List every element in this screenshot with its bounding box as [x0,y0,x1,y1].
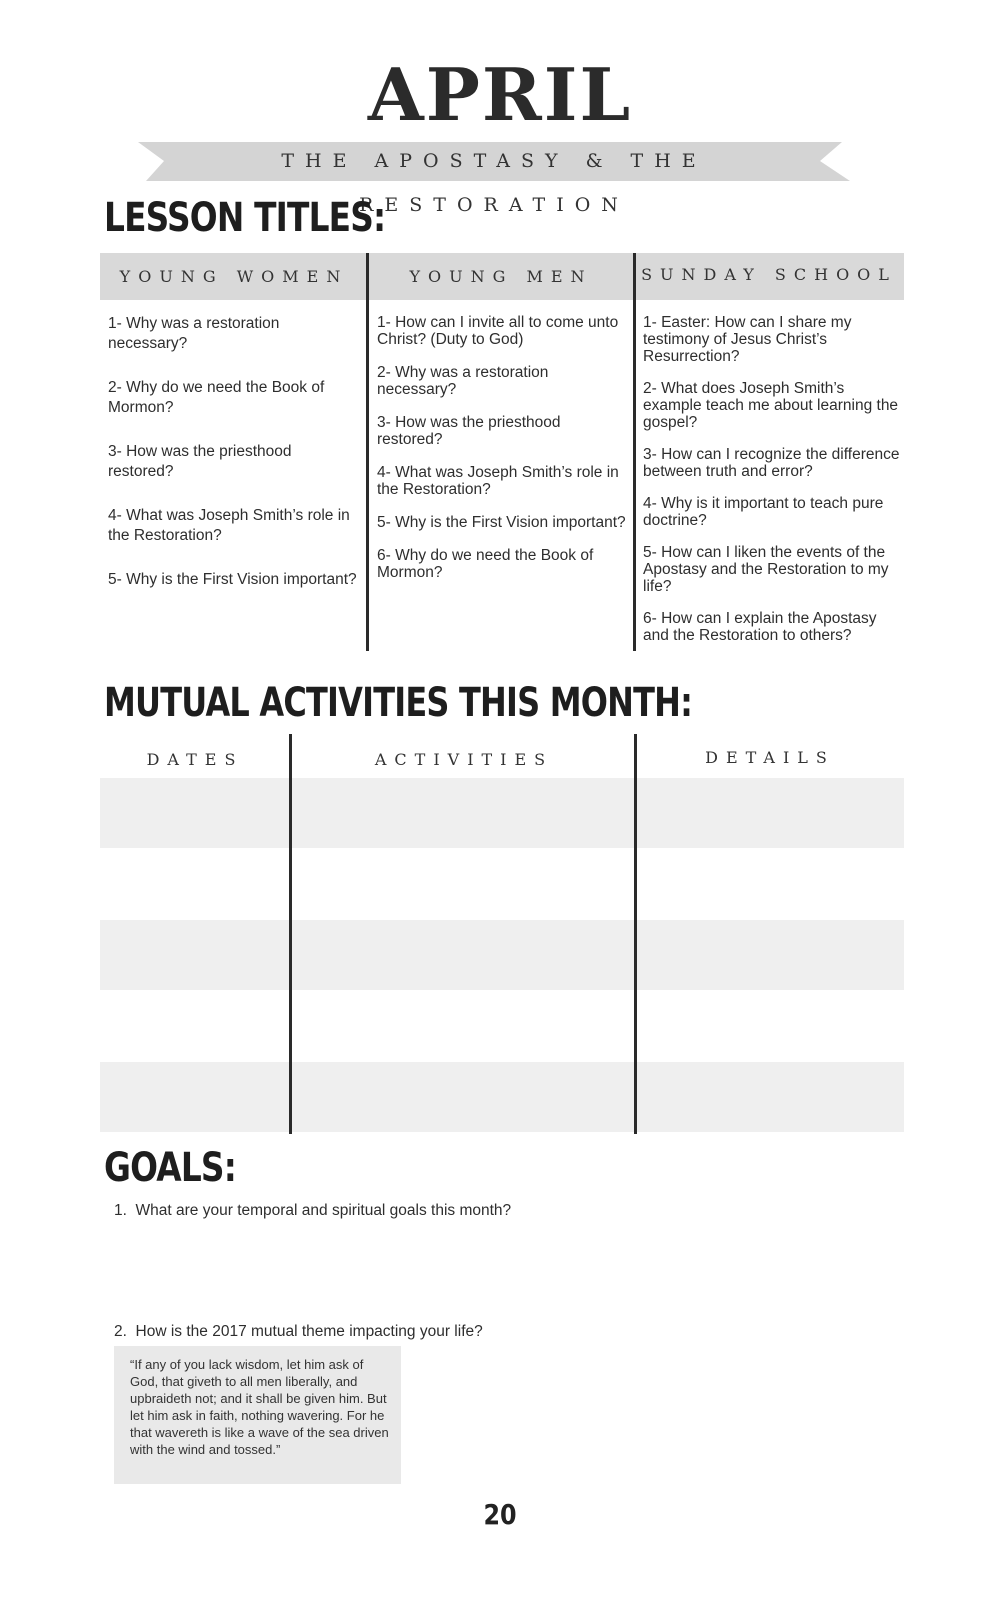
goal-question: 1. What are your temporal and spiritual goals this month? [114,1202,512,1219]
young-women-lessons [108,314,358,614]
lesson-item: 6- Why do we need the Book of Mormon? [377,547,594,581]
lesson-item: 5- Why is the First Vision important? [377,514,626,531]
column-divider [289,734,292,1134]
lesson-item: 2- Why do we need the Book of Mormon? [108,379,325,416]
lesson-titles-heading: LESSON TITLES: [104,195,386,241]
activity-row[interactable] [100,920,904,990]
sunday-school-lessons [643,314,905,659]
activity-row[interactable] [100,990,904,1060]
column-header-details: DETAILS [705,748,835,767]
lesson-item: 4- What was Joseph Smith’s role in the Restoration? [108,507,350,544]
lesson-item: 3- How was the priesthood restored? [377,414,561,448]
column-divider [634,734,637,1134]
month-title: APRIL [367,52,633,137]
lesson-item: 3- How was the priesthood restored? [108,443,292,480]
lesson-item: 5- How can I liken the events of the Apostasy and the Restoration to my life? [643,544,889,595]
column-header-activities: ACTIVITIES [374,750,554,769]
scripture-quote: “If any of you lack wisdom, let him ask of God, that giveth to all men liberally, and upbraideth not; and it shall be given him. But let him ask in faith, nothing wavering. For he that wavereth is like a wave of the sea driven with the wind and tossed.” [130,1357,389,1457]
goal-question: 2. How is the 2017 mutual theme impacting your life? [114,1323,483,1340]
goals-heading: GOALS: [104,1145,237,1191]
lesson-item: 2- What does Joseph Smith’s example teach me about learning the gospel? [643,380,899,431]
column-header-sunday-school: SUNDAY SCHOOL [641,265,897,284]
lesson-item: 4- What was Joseph Smith’s role in the Restoration? [377,464,619,498]
activity-row[interactable] [100,1062,904,1132]
activity-row[interactable] [100,848,904,918]
activity-row[interactable] [100,778,904,848]
lesson-item: 2- Why was a restoration necessary? [377,364,549,398]
column-divider [366,253,369,651]
lesson-item: 1- Why was a restoration necessary? [108,315,280,352]
lesson-item: 3- How can I recognize the difference between truth and error? [643,446,900,480]
column-header-young-men: YOUNG MEN [409,267,593,286]
young-men-lessons [377,314,627,597]
lesson-item: 5- Why is the First Vision important? [108,571,357,588]
lesson-item: 6- How can I explain the Apostasy and the Restoration to others? [643,610,877,644]
lesson-item: 1- Easter: How can I share my testimony of Jesus Christ’s Resurrection? [643,314,852,365]
lesson-item: 4- Why is it important to teach pure doctrine? [643,495,884,529]
mutual-activities-heading: MUTUAL ACTIVITIES THIS MONTH: [104,680,693,726]
column-header-young-women: YOUNG WOMEN [119,267,349,286]
theme-subtitle: THE APOSTASY & THE RESTORATION [281,150,707,216]
column-header-dates: DATES [146,750,244,769]
page-number: 20 [483,1498,517,1531]
column-divider [633,253,636,651]
lesson-item: 1- How can I invite all to come unto Christ? (Duty to God) [377,314,619,348]
